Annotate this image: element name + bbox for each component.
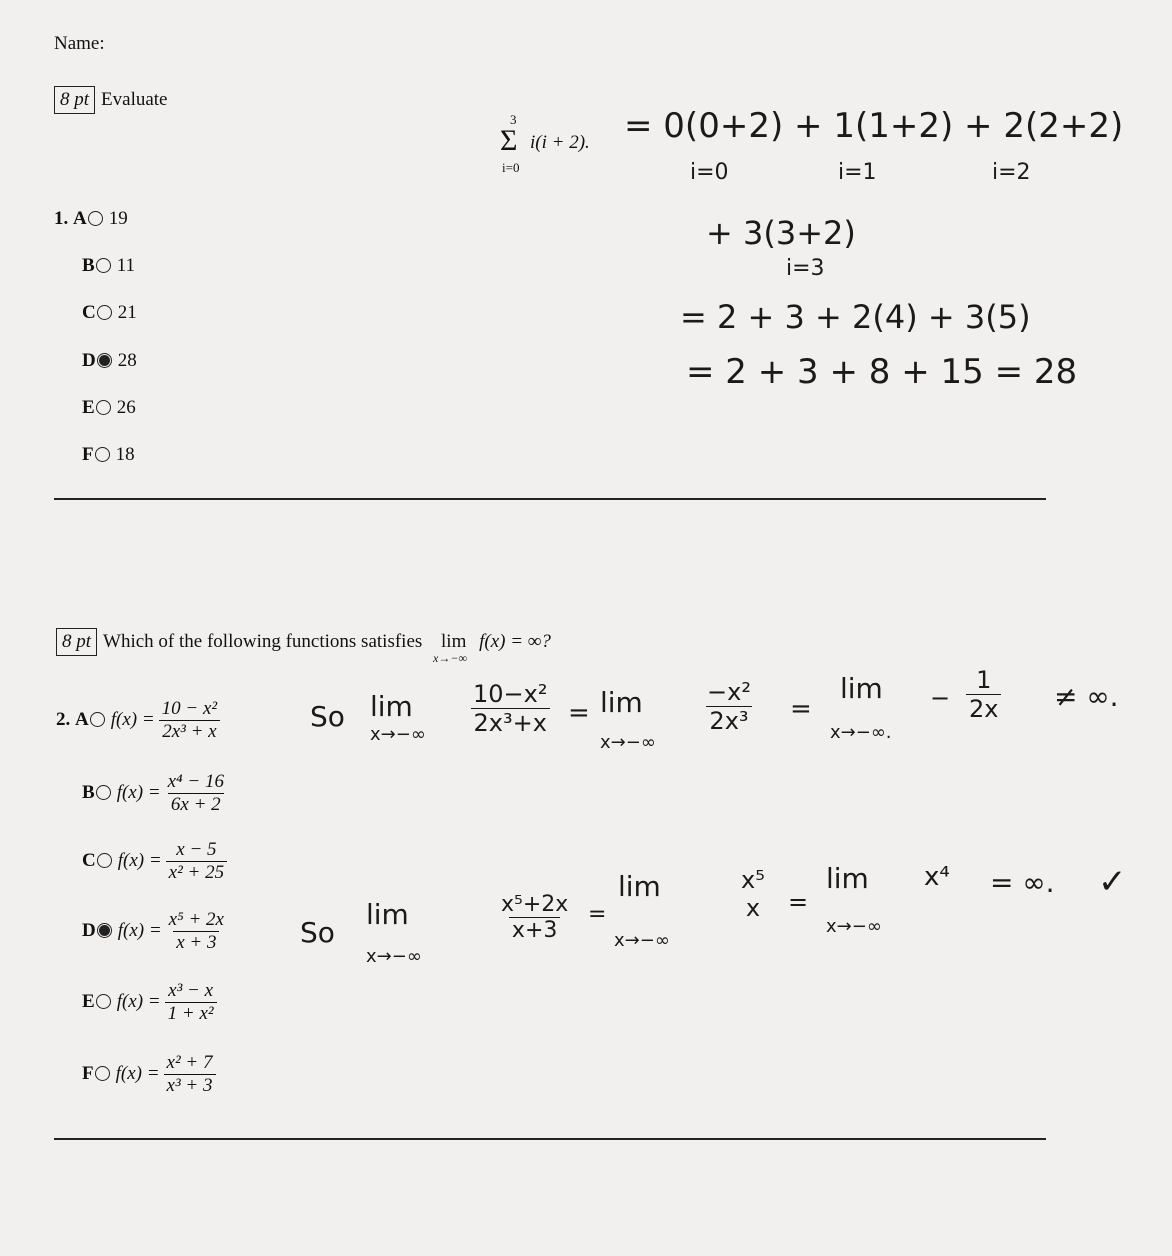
q2d-lim3: lim [826, 862, 869, 895]
option-lhs: f(x) = [116, 781, 161, 803]
option-letter: A [75, 708, 89, 730]
option-letter: F [82, 1062, 94, 1084]
q2-option-f[interactable] [82, 1052, 216, 1097]
option-lhs: f(x) = [110, 708, 155, 730]
radio-bubble-filled-icon[interactable] [97, 353, 112, 368]
option-lhs: f(x) = [116, 990, 161, 1012]
option-denominator: 2x³ + x [159, 720, 219, 743]
option-numerator: x⁵ + 2x [168, 909, 224, 930]
option-denominator: 1 + x² [165, 1002, 217, 1025]
option-letter: C [82, 302, 96, 323]
option-numerator: x⁴ − 16 [167, 771, 224, 792]
q2-points-box: 8 pt [56, 628, 97, 656]
q1-option-d[interactable] [82, 350, 137, 372]
q1-option-c[interactable] [82, 302, 137, 324]
option-value: 28 [117, 350, 137, 371]
radio-bubble-icon[interactable] [95, 447, 110, 462]
checkmark-icon: ✓ [1098, 862, 1127, 902]
option-value: 11 [116, 255, 135, 276]
q1-option-a[interactable] [54, 208, 128, 230]
q1-sigma: Σ [500, 124, 518, 157]
q2-lim: lim [441, 631, 467, 652]
option-numerator: x³ − x [168, 980, 214, 1001]
q2a-fraction-2 [700, 678, 754, 735]
q1-points-box: 8 pt [54, 86, 95, 114]
section-divider [54, 1138, 1046, 1140]
q2d-den1: x+3 [509, 917, 560, 943]
q2d-den2: x [745, 894, 761, 922]
q2d-lim3-sub: x→−∞ [826, 916, 882, 937]
option-letter: B [82, 255, 95, 276]
q2d-eq2: = [788, 888, 809, 916]
q2d-lim-sub: x→−∞ [366, 946, 422, 967]
q2d-lim2: lim [618, 870, 661, 903]
q2a-lim: lim [370, 690, 413, 723]
option-letter: A [73, 208, 87, 229]
q1-option-e[interactable] [82, 397, 136, 419]
q2d-fraction-1 [494, 892, 571, 943]
q1-work-sub-i2: i=2 [992, 160, 1031, 185]
option-lhs: f(x) = [115, 1062, 160, 1084]
q2d-lim: lim [366, 898, 409, 931]
q2-lim-rest: f(x) = ∞? [479, 631, 551, 652]
q1-prompt: Evaluate [101, 89, 168, 110]
radio-bubble-icon[interactable] [96, 400, 111, 415]
q2-limit [433, 631, 468, 665]
q1-option-f[interactable] [82, 444, 135, 466]
q1-number: 1. [54, 208, 69, 229]
q2a-so: So [310, 700, 345, 733]
q1-work-line3: = 2 + 3 + 2(4) + 3(5) [680, 298, 1031, 336]
q2a-lim3-sub: x→−∞. [830, 722, 892, 743]
option-value: 19 [108, 208, 128, 229]
q2a-lim2-sub: x→−∞ [600, 732, 656, 753]
q2a-eq1: = [568, 698, 590, 728]
q2d-result: = ∞. [990, 866, 1055, 899]
q1-work-line2: + 3(3+2) [706, 214, 856, 252]
option-letter: E [82, 397, 95, 418]
option-letter: F [82, 444, 94, 465]
q1-work-sub-i1: i=1 [838, 160, 877, 185]
option-letter: D [82, 919, 96, 941]
q2a-lim3: lim [840, 672, 883, 705]
q2d-so: So [300, 916, 335, 949]
radio-bubble-icon[interactable] [96, 994, 111, 1009]
radio-bubble-icon[interactable] [88, 211, 103, 226]
q1-option-b[interactable] [82, 255, 135, 277]
q1-work-sub-i0: i=0 [690, 160, 729, 185]
q2a-num3: 1 [976, 666, 992, 694]
q1-sum-body: i(i + 2). [530, 132, 590, 153]
q2-prompt: Which of the following functions satisfies [103, 631, 423, 652]
option-value: 21 [117, 302, 137, 323]
q2a-num1: 10−x² [473, 680, 548, 708]
q2d-num2: x⁵ [741, 866, 765, 894]
option-numerator: x − 5 [176, 839, 217, 860]
option-value: 26 [116, 397, 136, 418]
q1-sum-expression [500, 112, 610, 182]
q2a-den3: 2x [966, 694, 1001, 723]
q1-work-line4: = 2 + 3 + 8 + 15 = 28 [686, 352, 1078, 392]
option-value: 18 [115, 444, 135, 465]
option-denominator: x + 3 [173, 931, 219, 954]
q2d-num1: x⁵+2x [501, 892, 569, 917]
q1-sum-upper: 3 [510, 112, 517, 127]
q2a-fraction-1 [466, 680, 550, 737]
radio-bubble-icon[interactable] [95, 1066, 110, 1081]
radio-bubble-icon[interactable] [96, 258, 111, 273]
option-letter: E [82, 990, 95, 1012]
q2-option-e[interactable] [82, 980, 217, 1025]
q2-option-b[interactable] [82, 771, 227, 816]
section-divider [54, 498, 1046, 500]
q2-number: 2. [56, 708, 71, 730]
option-denominator: x² + 25 [166, 861, 227, 884]
option-lhs: f(x) = [117, 849, 162, 871]
option-letter: B [82, 781, 95, 803]
option-numerator: x² + 7 [166, 1052, 213, 1073]
q2a-lim2: lim [600, 686, 643, 719]
q2a-den2: 2x³ [706, 706, 751, 735]
name-label: Name: [54, 33, 105, 54]
q2-option-a[interactable] [56, 698, 220, 743]
q2a-minus: − [930, 684, 951, 712]
q1-header [54, 86, 168, 114]
q2a-lim-sub: x→−∞ [370, 724, 426, 745]
option-numerator: 10 − x² [161, 698, 218, 719]
q2-header [56, 628, 551, 665]
q2d-eq1: = [588, 902, 607, 927]
q2a-eq2: = [790, 694, 812, 724]
radio-bubble-icon[interactable] [90, 712, 105, 727]
q1-work-line1: = 0(0+2) + 1(1+2) + 2(2+2) [624, 106, 1124, 146]
radio-bubble-icon[interactable] [96, 785, 111, 800]
q1-work-sub-i3: i=3 [786, 256, 825, 281]
option-denominator: x³ + 3 [164, 1074, 216, 1097]
option-denominator: 6x + 2 [168, 793, 224, 816]
q2a-den1: 2x³+x [471, 708, 550, 737]
q2a-result: ≠ ∞. [1054, 680, 1119, 713]
radio-bubble-icon[interactable] [97, 853, 112, 868]
radio-bubble-icon[interactable] [97, 305, 112, 320]
q2-option-c[interactable] [82, 839, 227, 884]
option-letter: D [82, 350, 96, 371]
radio-bubble-filled-icon[interactable] [97, 923, 112, 938]
q2d-lim2-sub: x→−∞ [614, 930, 670, 951]
q2a-num2: −x² [707, 678, 751, 706]
q2-option-d[interactable] [82, 909, 227, 954]
q2d-term: x⁴ [924, 862, 950, 892]
q1-sum-lower: i=0 [502, 160, 520, 175]
q2a-fraction-3 [962, 666, 1001, 723]
q2d-fraction-2 [734, 866, 768, 922]
option-letter: C [82, 849, 96, 871]
option-lhs: f(x) = [117, 919, 162, 941]
q2-lim-sub: x→−∞ [433, 651, 468, 665]
